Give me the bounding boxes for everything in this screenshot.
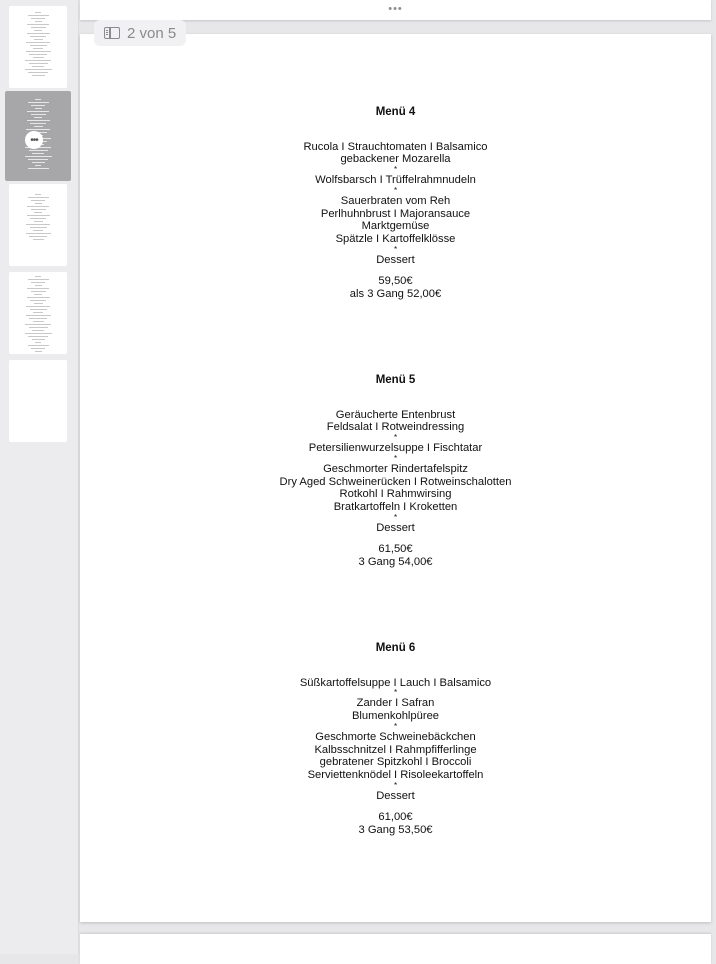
thumbnail-text-line	[31, 348, 45, 349]
thumbnail-text-line	[28, 336, 48, 337]
thumbnail-text-line	[32, 66, 44, 67]
thumbnail-text-line	[33, 48, 43, 49]
thumbnail-text-line	[35, 285, 42, 286]
thumbnail-text-line	[27, 206, 49, 207]
page-thumbnail-5[interactable]	[9, 360, 67, 442]
menu-price-3-gang: 3 Gang 53,50€	[358, 824, 433, 837]
thumbnail-text-line	[33, 239, 44, 240]
course-separator: *	[393, 244, 398, 254]
thumbnail-text-line	[35, 165, 41, 166]
thumbnail-text-line	[32, 330, 44, 331]
course-separator: *	[393, 433, 398, 443]
thumbnail-text-line	[26, 224, 50, 225]
document-view[interactable]	[79, 0, 716, 954]
page-thumbnail-2-selected[interactable]	[5, 91, 71, 181]
menu-price: 61,00€	[378, 811, 413, 824]
menu-title: Menü 4	[375, 106, 416, 118]
thumbnail-text-line	[35, 194, 41, 195]
course-line: Sauerbraten vom Reh	[340, 194, 451, 207]
course-separator: *	[393, 165, 398, 175]
thumbnail-text-line	[27, 33, 50, 34]
more-icon[interactable]: •••	[388, 3, 403, 15]
thumbnail-text-line	[35, 342, 41, 343]
thumbnail-text-line	[35, 21, 42, 22]
menu-block	[80, 374, 711, 569]
course-separator: *	[393, 721, 398, 731]
course-line: Spätzle I Kartoffelklösse	[335, 232, 456, 245]
thumbnail-text-line	[29, 54, 47, 55]
course-line: Feldsalat I Rotweindressing	[326, 421, 465, 434]
thumbnail-text-line	[26, 129, 50, 130]
thumbnail-text-line	[25, 333, 52, 334]
thumbnail-text-line	[27, 288, 49, 289]
spacer	[80, 802, 711, 811]
thumbnail-text-line	[35, 276, 41, 277]
menu-price: 59,50€	[378, 275, 413, 288]
thumbnail-text-line	[30, 300, 46, 301]
page-thumbnail-1[interactable]	[9, 6, 67, 88]
thumbnail-text-line	[32, 153, 44, 154]
thumbnail-text-line	[30, 227, 47, 228]
course-line: Serviettenknödel I Risoleekartoffeln	[307, 768, 484, 781]
thumbnail-text-line	[35, 99, 41, 100]
thumbnail-text-line	[34, 212, 42, 213]
spacer	[80, 266, 711, 275]
dessert-line: Dessert	[376, 521, 415, 534]
course-line: Perlhuhnbrust I Majoransauce	[320, 207, 471, 220]
course-separator: *	[393, 453, 398, 463]
course-line: gebackener Mozarella	[340, 153, 451, 166]
course-line: Wolfsbarsch I Trüffelrahmnudeln	[315, 174, 476, 187]
thumbnail-text-line	[32, 162, 45, 163]
thumbnail-text-line	[30, 218, 46, 219]
dessert-line: Dessert	[376, 789, 415, 802]
course-line: gebratener Spitzkohl I Broccoli	[319, 756, 472, 769]
thumbnail-text-line	[32, 339, 45, 340]
thumbnail-text-line	[35, 351, 42, 352]
thumbnail-text-line	[31, 291, 46, 292]
thumbnail-text-line	[26, 51, 51, 52]
thumbnail-text-line	[28, 72, 48, 73]
thumbnail-text-line	[34, 39, 43, 40]
thumbnail-text-line	[35, 203, 42, 204]
thumbnail-text-line	[27, 215, 50, 216]
thumbnail-text-line	[27, 111, 49, 112]
course-separator: *	[393, 688, 398, 698]
course-line: Geschmorter Rindertafelspitz	[323, 462, 468, 475]
thumbnail-text-line	[26, 306, 50, 307]
menu-price-3-gang: 3 Gang 54,00€	[358, 556, 433, 569]
thumbnail-text-line	[29, 63, 48, 64]
thumbnail-text-line	[28, 159, 48, 160]
course-line: Marktgemüse	[361, 220, 430, 233]
thumbnail-text-line	[28, 197, 49, 198]
thumbnail-text-line	[33, 312, 43, 313]
thumbnail-text-line	[31, 18, 45, 19]
menu-title: Menü 6	[375, 642, 416, 654]
thumbnail-text-line	[31, 27, 46, 28]
course-line: Dry Aged Schweinerücken I Rotweinschalotten	[279, 475, 512, 488]
course-separator: *	[393, 185, 398, 195]
spacer	[80, 534, 711, 543]
thumbnail-text-line	[28, 15, 49, 16]
course-line: Geräucherte Entenbrust	[335, 408, 456, 421]
thumbnail-text-line	[26, 42, 50, 43]
thumbnail-text-line	[30, 123, 46, 124]
thumbnail-text-line	[28, 102, 49, 103]
previous-page	[80, 0, 711, 20]
thumbnail-text-line	[27, 24, 49, 25]
menu-price: 61,50€	[378, 543, 413, 556]
current-page	[80, 34, 711, 922]
thumbnail-text-line	[29, 236, 47, 237]
thumbnail-text-line	[25, 69, 52, 70]
course-line: Rucola I Strauchtomaten I Balsamico	[303, 140, 488, 153]
thumbnail-text-line	[33, 321, 44, 322]
thumbnail-text-line	[27, 120, 50, 121]
dessert-line: Dessert	[376, 253, 415, 266]
thumbnail-text-line	[31, 114, 46, 115]
thumbnail-text-line	[28, 279, 49, 280]
thumbnail-text-line	[30, 36, 46, 37]
thumbnail-text-line	[34, 303, 43, 304]
sidebar-icon	[104, 27, 120, 39]
next-page	[80, 934, 711, 964]
thumbnail-text-line	[25, 156, 52, 157]
thumbnail-text-line	[31, 209, 46, 210]
thumbnail-text-line	[34, 221, 43, 222]
thumbnail-text-line	[34, 117, 42, 118]
thumbnail-text-line	[26, 315, 51, 316]
course-line: Geschmorte Schweinebäckchen	[315, 730, 476, 743]
thumbnail-text-line	[27, 297, 50, 298]
course-line: Rotkohl I Rahmwirsing	[339, 488, 452, 501]
course-line: Süßkartoffelsuppe I Lauch I Balsamico	[299, 676, 492, 689]
thumbnail-text-line	[32, 75, 45, 76]
thumbnail-text-line	[26, 233, 51, 234]
course-line: Petersilienwurzelsuppe I Fischtatar	[308, 442, 483, 455]
thumbnail-more-icon[interactable]: •••	[25, 131, 43, 149]
thumbnail-text-line	[25, 60, 51, 61]
thumbnail-text-line	[33, 57, 44, 58]
thumbnail-text-line	[35, 108, 42, 109]
thumbnail-text-line	[25, 324, 51, 325]
thumbnail-text-line	[34, 126, 43, 127]
thumbnail-text-line	[35, 12, 41, 13]
thumbnail-text-line	[31, 282, 45, 283]
course-line: Blumenkohlpüree	[351, 710, 440, 723]
thumbnail-text-line	[28, 168, 49, 169]
thumbnail-text-line	[34, 30, 42, 31]
menu-block	[80, 106, 711, 301]
thumbnail-text-line	[33, 230, 43, 231]
thumbnail-text-line	[29, 318, 47, 319]
page-thumbnail-3[interactable]	[9, 184, 67, 266]
course-line: Zander I Safran	[356, 697, 435, 710]
page-indicator[interactable]	[94, 20, 186, 46]
course-separator: *	[393, 780, 398, 790]
thumbnail-text-line	[29, 150, 48, 151]
course-separator: *	[393, 512, 398, 522]
thumbnail-sidebar	[0, 0, 79, 954]
course-line: Kalbsschnitzel I Rahmpfifferlinge	[314, 743, 477, 756]
thumbnail-text-line	[31, 105, 45, 106]
thumbnail-text-line	[28, 345, 49, 346]
thumbnail-text-line	[30, 309, 47, 310]
thumbnail-text-line	[34, 294, 42, 295]
course-line: Bratkartoffeln I Kroketten	[333, 500, 458, 513]
thumbnail-text-line	[30, 45, 47, 46]
page-thumbnail-4[interactable]	[9, 272, 67, 354]
page-indicator-label: 2 von 5	[127, 24, 177, 42]
thumbnail-text-line	[29, 327, 48, 328]
menu-price-3-gang: als 3 Gang 52,00€	[349, 288, 442, 301]
menu-block	[80, 642, 711, 837]
thumbnail-text-line	[31, 200, 45, 201]
menu-title: Menü 5	[375, 374, 416, 386]
